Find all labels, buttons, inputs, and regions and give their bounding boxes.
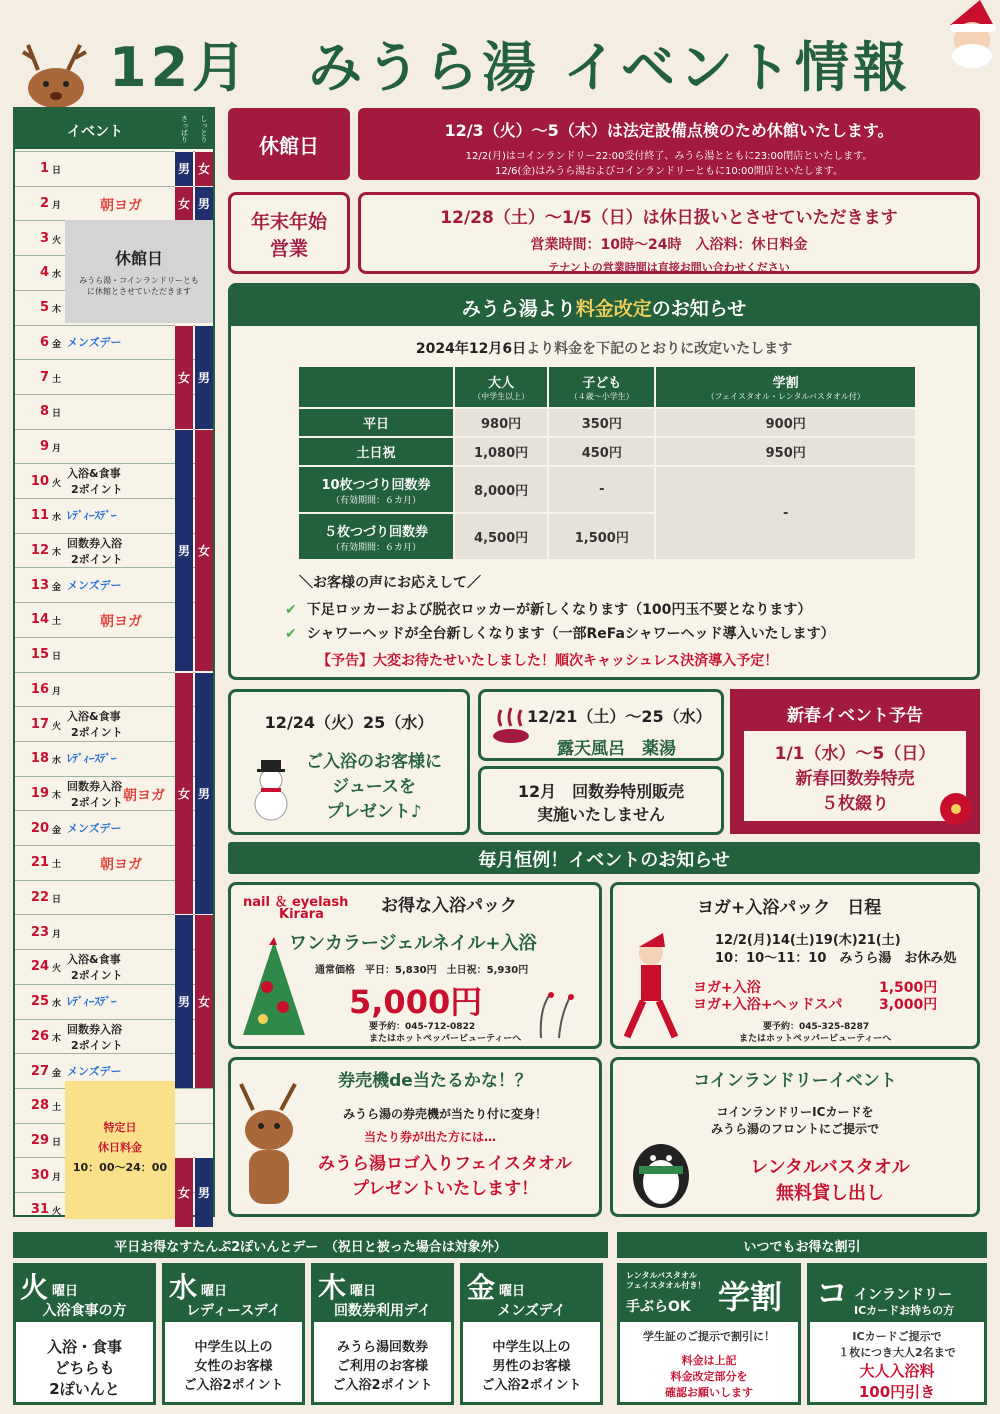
nail-hand-icon — [531, 983, 591, 1047]
calendar-event: 朝ヨガ — [100, 198, 142, 215]
nail-menu: ワンカラージェルネイル+入浴 — [289, 933, 537, 954]
calendar-day: 19 — [30, 785, 49, 801]
weekday-text: ご入浴2ポイント — [481, 1378, 582, 1393]
calendar-day: 18 — [30, 751, 49, 767]
weekday-card — [13, 1263, 156, 1405]
special-block — [65, 1081, 175, 1219]
weekday-card — [162, 1263, 305, 1405]
coin-card-t2: １枚につき大人2名まで — [838, 1346, 956, 1359]
yoga-tel-2: またはホットペッパービューティーへ — [739, 1034, 892, 1044]
calendar-day: 9 — [39, 438, 49, 454]
yoga-box — [610, 882, 980, 1049]
calendar-weekday: 水 — [52, 270, 62, 281]
calendar-weekday: 日 — [52, 1137, 62, 1148]
coin-l1: コインランドリーICカードを — [716, 1105, 874, 1119]
calendar-weekday: 木 — [52, 548, 62, 559]
calendar-weekday: 月 — [52, 686, 62, 697]
weekday-kanji: 木 — [318, 1271, 347, 1304]
price-cell: 450円 — [548, 437, 655, 466]
coin-l2: みうら湯のフロントにご提示で — [710, 1122, 879, 1136]
bath-male: 男 — [195, 325, 213, 429]
yuzu-box — [478, 689, 724, 761]
calendar-day: 24 — [30, 959, 49, 975]
weekday-suffix: 曜日 — [52, 1284, 79, 1299]
coin-card-t4: 100円引き — [858, 1383, 936, 1401]
xmas-date: 12/24（火）25（水） — [264, 713, 434, 732]
gakuwari-big: 学割 — [718, 1278, 783, 1316]
coin-l3: レンタルバスタオル — [750, 1157, 910, 1178]
always-title: いつでもお得な割引 — [617, 1232, 987, 1258]
calendar-day: 31 — [30, 1202, 49, 1218]
price-row-header: 土日祝 — [298, 437, 454, 466]
nail-tel: 要予約：045-712-0822 — [369, 1022, 476, 1032]
newyear-label-1: 年末年始 — [250, 211, 327, 233]
calendar-day: 23 — [30, 924, 49, 940]
calendar-event: 入浴&食事 2ポイント — [67, 467, 123, 497]
calendar-event: 入浴&食事 2ポイント — [67, 710, 123, 740]
ticket-box — [478, 766, 724, 835]
calendar-weekday: 土 — [52, 617, 62, 628]
table-row — [298, 437, 916, 466]
gakuwari-s1: レンタルバスタオル — [626, 1271, 697, 1280]
calendar-weekday: 土 — [52, 860, 62, 871]
ken-box — [228, 1057, 602, 1217]
weekday-name: 回数券利用デイ — [333, 1303, 432, 1319]
calendar-weekday: 金 — [52, 339, 62, 350]
xmas-l2: ジュースを — [332, 777, 416, 797]
closure-box — [358, 108, 980, 180]
col-b-label: しっとり — [200, 115, 208, 143]
bath-male: 男 — [195, 186, 213, 221]
calendar-weekday: 金 — [52, 825, 62, 836]
price-col-header: 大人 （中学生以上） — [454, 366, 548, 408]
newyear-hours: 営業時間：10時〜24時 入浴料：休日料金 — [530, 237, 808, 253]
calendar-weekday: 金 — [52, 582, 62, 593]
calendar-weekday: 金 — [52, 1068, 62, 1079]
yoga-p1: ヨガ+入浴 — [693, 980, 761, 996]
bath-female: 女 — [175, 672, 193, 915]
price-row-header: 平日 — [298, 408, 454, 437]
calendar-weekday: 木 — [52, 1033, 62, 1044]
calendar-weekday: 火 — [52, 1207, 62, 1218]
bath-male: 男 — [175, 429, 193, 672]
gakuwari-t3: 料金改定部分を — [670, 1370, 748, 1383]
calendar-weekday: 水 — [52, 999, 62, 1010]
calendar-weekday: 日 — [52, 895, 62, 906]
calendar-event: メンズデー — [67, 821, 122, 835]
closure-sub2: 12/6(金)はみうら湯およびコインランドリーともに10:00開店といたします。 — [495, 166, 843, 177]
special-hours: 10：00〜24：00 — [72, 1161, 168, 1174]
calendar-event-extra: 朝ヨガ — [123, 787, 165, 804]
yoga-santa-icon — [619, 925, 685, 1049]
weekday-text: みうら湯回数券 — [336, 1340, 428, 1355]
calendar-day: 14 — [30, 612, 49, 628]
calendar-event: 回数券入浴 2ポイント — [67, 1022, 123, 1052]
yoga-tel: 要予約：045-325-8287 — [763, 1022, 870, 1032]
calendar-day: 12 — [30, 543, 49, 559]
weekday-card — [311, 1263, 454, 1405]
calendar-day: 27 — [30, 1063, 49, 1079]
calendar-day: 16 — [30, 681, 49, 697]
voice-point: ✔ シャワーヘッドが全台新しくなります（一部ReFaシャワーヘッド導入いたします） — [285, 626, 835, 642]
yuzu-date: 12/21（土）〜25（水） — [527, 707, 712, 726]
plum-flower-icon — [938, 791, 974, 831]
calendar-day: 11 — [30, 508, 49, 524]
closed-note: みうら湯・コインランドリーともに休館とさせていただきます — [79, 276, 199, 296]
weekday-text: 女性のお客様 — [194, 1359, 273, 1374]
calendar-event: 朝ヨガ — [100, 857, 142, 874]
ken-l4: プレゼントいたします！ — [351, 1179, 539, 1199]
closed-block — [65, 220, 213, 323]
reindeer-mascot-icon — [231, 1080, 311, 1214]
calendar-day: 3 — [39, 230, 49, 246]
gakuwari-s3: 手ぶらOK — [626, 1299, 691, 1315]
calendar-weekday: 木 — [52, 790, 62, 801]
ken-l1: みうら湯の券売機が当たり付に変身！ — [342, 1107, 547, 1121]
price-lead: 2024年12月6日より料金を下記のとおりに改定いたします — [415, 341, 793, 357]
special-title: 特定日 — [103, 1121, 137, 1134]
newyear-label-2: 営業 — [269, 238, 308, 260]
weekday-text: 中学生以上の — [194, 1340, 273, 1355]
calendar-weekday: 日 — [52, 166, 62, 177]
calendar-event: 回数券入浴 2ポイント — [67, 536, 123, 566]
yoga-title: ヨガ+入浴パック 日程 — [697, 898, 882, 918]
closure-sub1: 12/2(月)はコインランドリー22:00受付終了、みうら湯とともに23:00閉店といたします。 — [465, 151, 873, 162]
gakuwari-t2: 料金は上記 — [681, 1354, 737, 1367]
calendar-day: 6 — [39, 334, 49, 350]
ticket-l1: 12月 回数券特別販売 — [517, 782, 685, 801]
newyear-box — [358, 192, 980, 274]
special-fee: 休日料金 — [98, 1141, 142, 1154]
price-cell: 900円 — [655, 408, 916, 437]
price-date: 2024年12月6日 — [415, 341, 527, 357]
calendar-event: ﾚﾃﾞｨｰｽﾃﾞｰ — [67, 752, 117, 766]
calendar-header-label: イベント — [67, 124, 123, 140]
bath-female: 女 — [175, 325, 193, 429]
coin-l4: 無料貸し出し — [776, 1183, 884, 1204]
calendar-event: ﾚﾃﾞｨｰｽﾃﾞｰ — [67, 509, 117, 523]
xmas-l3: プレゼント♪ — [326, 802, 422, 822]
weekday-text: ご入浴2ポイント — [183, 1378, 284, 1393]
cashless-notice: 【予告】大変お待たせいたしました！順次キャッシュレス決済導入予定！ — [317, 653, 779, 669]
calendar-day: 2 — [39, 196, 49, 212]
coin-card — [807, 1263, 987, 1405]
weekday-text: 男性のお客様 — [492, 1359, 571, 1374]
price-cell: - — [655, 466, 916, 560]
calendar-day: 21 — [30, 855, 49, 871]
gakuwari-s2: フェイスタオル付き！ — [626, 1281, 706, 1290]
weekday-suffix: 曜日 — [499, 1284, 526, 1299]
weekday-name: レディースデイ — [186, 1303, 281, 1319]
yoga-p2: ヨガ+入浴+ヘッドスパ — [693, 997, 843, 1013]
calendar-weekday: 火 — [52, 964, 62, 975]
price-cell: 950円 — [655, 437, 916, 466]
calendar-day: 22 — [30, 890, 49, 906]
table-corner — [298, 366, 454, 408]
calendar-day: 1 — [39, 161, 49, 177]
calendar-day: 13 — [30, 577, 49, 593]
price-section — [228, 283, 980, 680]
xmas-l1: ご入浴のお客様に — [306, 752, 442, 772]
yoga-dates: 12/2(月)14(土)19(木)21(土) — [715, 933, 901, 948]
coin-card-n2: ICカードお持ちの方 — [854, 1304, 955, 1317]
price-col-header: 子ども （４歳〜小学生） — [548, 366, 655, 408]
yoga-time: 10：10〜11：10 みうら湯 お休み処 — [715, 951, 957, 966]
weekday-text: ご利用のお客様 — [336, 1359, 428, 1374]
price-cell: 8,000円 — [454, 466, 548, 513]
bath-male: 男 — [175, 914, 193, 1088]
check-icon: ✔ — [285, 626, 297, 642]
calendar-weekday: 水 — [52, 513, 62, 524]
calendar-event: メンズデー — [67, 578, 122, 592]
calendar-event: 朝ヨガ — [100, 614, 142, 631]
calendar-event: 入浴&食事 2ポイント — [67, 953, 123, 983]
weekday-card — [460, 1263, 603, 1405]
nail-brand: nail ＆ eyelash — [243, 895, 349, 910]
weekday-text: どちらも — [54, 1359, 115, 1377]
calendar-weekday: 土 — [52, 374, 62, 385]
yoga-p1-price: 1,500円 — [879, 980, 938, 996]
check-icon: ✔ — [285, 602, 297, 618]
price-cell: 4,500円 — [454, 513, 548, 560]
price-cell: 980円 — [454, 408, 548, 437]
shinshun-box — [730, 689, 980, 834]
bath-female: 女 — [175, 1157, 193, 1226]
nail-title: お得な入浴パック — [381, 896, 517, 916]
weekday-suffix: 曜日 — [350, 1284, 377, 1299]
calendar-weekday: 月 — [52, 1172, 62, 1183]
gakuwari-t4: 確認お願いします — [665, 1386, 753, 1399]
calendar-day: 10 — [30, 473, 49, 489]
weekday-kanji: 金 — [467, 1271, 496, 1304]
nail-regular: 通常価格 平日：5,830円 土日祝：5,930円 — [315, 965, 529, 976]
price-cell: 1,080円 — [454, 437, 548, 466]
calendar-day: 15 — [30, 647, 49, 663]
coin-card-t3: 大人入浴料 — [859, 1362, 935, 1380]
bath-female: 女 — [195, 914, 213, 1088]
calendar-day: 29 — [30, 1132, 49, 1148]
price-cell: 350円 — [548, 408, 655, 437]
bath-male: 男 — [195, 1157, 213, 1226]
nail-box — [228, 882, 602, 1049]
xmas-tree-icon — [239, 937, 309, 1049]
nail-brand-2: Kirara — [279, 907, 324, 922]
coin-title: コインランドリーイベント — [693, 1071, 897, 1091]
bath-male: 男 — [175, 151, 193, 186]
price-cell: 1,500円 — [548, 513, 655, 560]
calendar-weekday: 日 — [52, 409, 62, 420]
event-calendar — [13, 107, 215, 1217]
gakuwari-t1: 学生証のご提示で割引に！ — [643, 1330, 775, 1343]
weekday-suffix: 曜日 — [201, 1284, 228, 1299]
calendar-event: メンズデー — [67, 335, 122, 349]
ticket-l2: 実施いたしません — [536, 805, 665, 824]
coin-box — [610, 1057, 980, 1217]
ken-l3: みうら湯ロゴ入りフェイスタオル — [318, 1154, 572, 1174]
calendar-day: 17 — [30, 716, 49, 732]
penguin-icon — [621, 1128, 701, 1214]
bath-female: 女 — [195, 151, 213, 186]
weekday-text: 2ぽいんと — [49, 1380, 120, 1398]
calendar-weekday: 水 — [52, 756, 62, 767]
calendar-day: 26 — [30, 1028, 49, 1044]
price-table — [297, 365, 917, 561]
price-title: みうら湯より料金改定のお知らせ — [231, 286, 977, 326]
bath-female: 女 — [195, 429, 213, 672]
xmas-box — [228, 689, 470, 835]
weekday-text: ご入浴2ポイント — [332, 1378, 433, 1393]
calendar-event: ﾚﾃﾞｨｰｽﾃﾞｰ — [67, 995, 117, 1009]
page-title: 12月 みうら湯 イベント情報 — [109, 36, 911, 99]
calendar-weekday: 火 — [52, 235, 62, 246]
col-a-label: さっぱり — [180, 115, 189, 143]
snowman-icon — [241, 754, 301, 828]
closure-main: 12/3（火）〜5（木）は法定設備点検のため休館いたします。 — [444, 121, 894, 140]
nail-price: 5,000円 — [349, 983, 483, 1021]
ken-title: 券売機de当たるかな！？ — [338, 1071, 532, 1091]
calendar-weekday: 土 — [52, 1103, 62, 1114]
weekday-text: 入浴・食事 — [46, 1338, 122, 1356]
calendar-weekday: 火 — [52, 721, 62, 732]
coin-card-t1: ICカードご提示で — [852, 1330, 942, 1343]
calendar-day: 25 — [30, 994, 49, 1010]
calendar-weekday: 日 — [52, 652, 62, 663]
coin-card-kanji: コ — [816, 1274, 849, 1312]
weekday-kanji: 水 — [169, 1271, 198, 1304]
weekday-text: 中学生以上の — [492, 1340, 571, 1355]
yoga-p2-price: 3,000円 — [879, 997, 938, 1013]
closed-title: 休館日 — [114, 249, 163, 268]
calendar-weekday: 月 — [52, 201, 62, 212]
shinshun-l3: ５枚綴り — [821, 794, 889, 814]
calendar-weekday: 月 — [52, 929, 62, 940]
weekday-name: メンズデイ — [497, 1303, 566, 1319]
table-row — [298, 408, 916, 437]
price-row-header: ５枚つづり回数券 （有効期間：６カ月） — [298, 513, 454, 560]
calendar-day: 7 — [39, 369, 49, 385]
coin-card-n1: インランドリー — [854, 1287, 952, 1303]
calendar-day: 5 — [39, 300, 49, 316]
voice-point: ✔ 下足ロッカーおよび脱衣ロッカーが新しくなります（100円玉不要となります） — [285, 602, 812, 618]
weekday-kanji: 火 — [20, 1271, 49, 1304]
closure-label: 休館日 — [228, 108, 350, 180]
calendar-day: 30 — [30, 1167, 49, 1183]
bath-male: 男 — [195, 672, 213, 915]
weekday-name: 入浴食事の方 — [42, 1303, 127, 1319]
ken-l2: 当たり券が出た方には… — [363, 1130, 496, 1144]
shinshun-date: 1/1（水）〜5（日） — [774, 744, 936, 764]
price-row-header: 10枚つづり回数券 （有効期間：６カ月） — [298, 466, 454, 513]
calendar-header — [15, 109, 213, 149]
calendar-event: 回数券入浴 2ポイント — [67, 779, 123, 809]
calendar-day: 4 — [39, 265, 49, 281]
nail-tel-2: またはホットペッパービューティーへ — [369, 1034, 522, 1044]
calendar-weekday: 木 — [52, 305, 62, 316]
table-row — [298, 466, 916, 513]
shinshun-l2: 新春回数券特売 — [795, 769, 915, 789]
calendar-day: 28 — [30, 1098, 49, 1114]
shinshun-title: 新春イベント予告 — [787, 706, 923, 726]
gakuwari-card — [617, 1263, 801, 1405]
calendar-event: メンズデー — [67, 1064, 122, 1078]
price-col-header: 学割 （フェイスタオル・レンタルバスタオル付） — [655, 366, 916, 408]
newyear-main: 12/28（土）〜1/5（日）は休日扱いとさせていただきます — [440, 208, 898, 228]
newyear-label — [228, 192, 350, 274]
weekday-title: 平日お得なすたんぷ2ぽいんとデー （祝日と被った場合は対象外） — [13, 1232, 608, 1258]
calendar-weekday: 月 — [52, 443, 62, 454]
calendar-weekday: 火 — [52, 478, 62, 489]
calendar-day: 8 — [39, 404, 49, 420]
calendar-day: 20 — [30, 820, 49, 836]
bath-female: 女 — [175, 186, 193, 221]
monthly-title: 毎月恒例！イベントのお知らせ — [228, 842, 980, 874]
yuzu-text: 露天風呂 薬湯 — [557, 739, 676, 759]
voice-title: ＼お客様の声にお応えして／ — [299, 575, 481, 591]
newyear-note: テナントの営業時間は直接お問い合わせください — [548, 261, 790, 274]
price-cell: - — [548, 466, 655, 513]
